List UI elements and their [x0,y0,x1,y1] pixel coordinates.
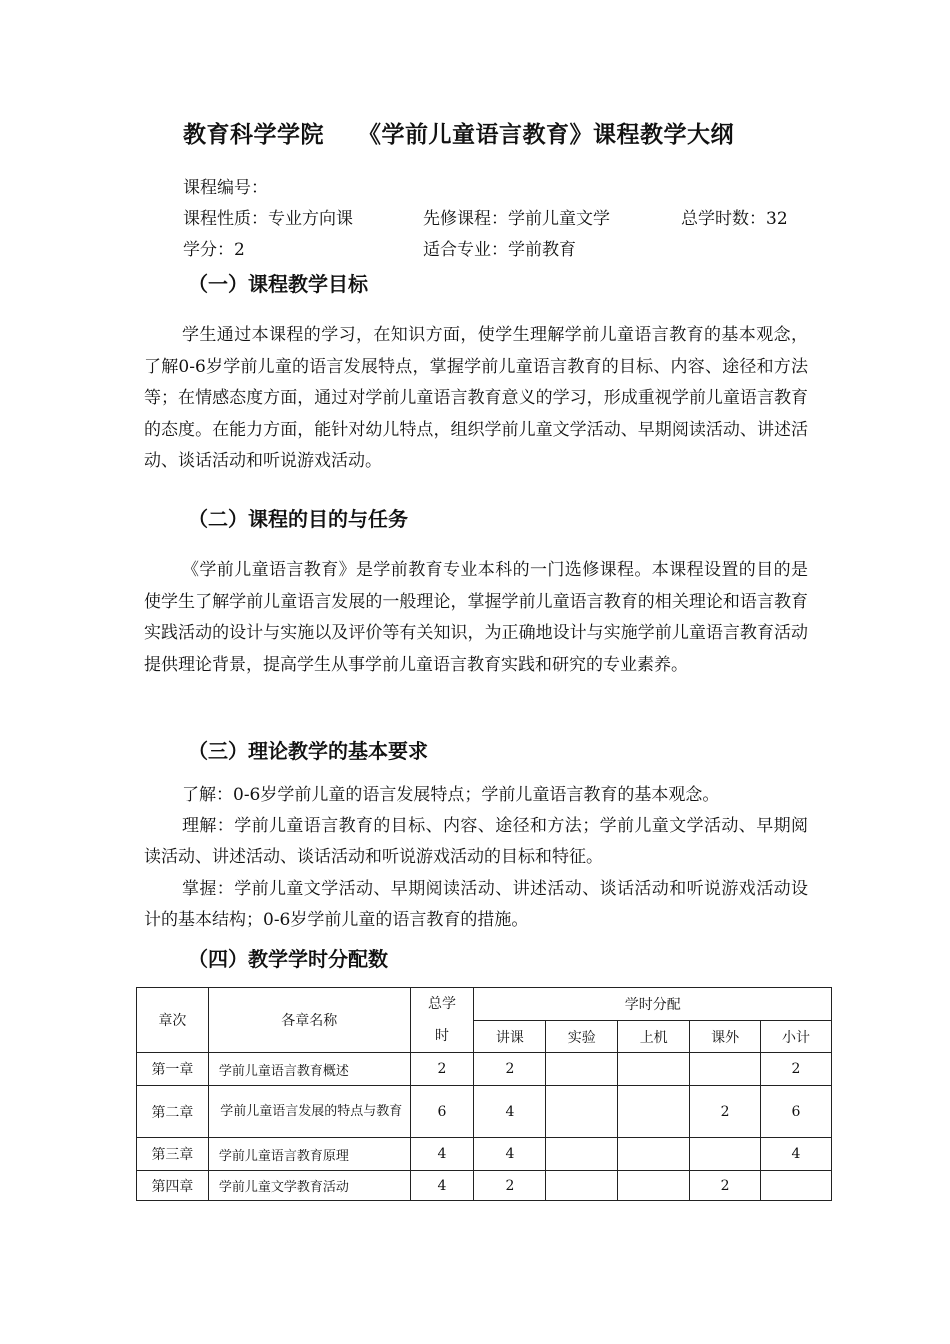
course-title: 《学前儿童语言教育》课程教学大纲 [358,122,734,148]
table-row [137,1086,832,1138]
row-experiment [546,1053,618,1086]
header-chapter-name: 各章名称 [208,988,410,1053]
row-name: 学前儿童语言发展的特点与教育 [208,1086,410,1138]
table-row [137,1053,832,1086]
row-lecture: 2 [474,1171,546,1201]
row-name: 学前儿童文学教育活动 [208,1171,410,1201]
row-total: 4 [410,1138,474,1171]
row-subtotal: 6 [761,1086,832,1138]
row-computer [618,1138,690,1171]
header-subtotal: 小计 [761,1021,832,1053]
row-subtotal: 4 [761,1138,832,1171]
row-total: 4 [410,1171,474,1201]
header-extracurricular: 课外 [690,1021,761,1053]
header-total-hours: 总学 时 [410,988,474,1053]
row-subtotal [761,1171,832,1201]
row-extra: 2 [690,1086,761,1138]
table-row [137,1171,832,1201]
requirement-master: 掌握：学前儿童文学活动、早期阅读活动、讲述活动、谈话活动和听说游戏活动设计的基本结构；0-6岁学前儿童的语言教育的措施。 [144,879,808,930]
row-name: 学前儿童语言教育原理 [208,1138,410,1171]
school-name: 教育科学学院 [183,122,324,148]
row-lecture: 4 [474,1086,546,1138]
row-computer [618,1171,690,1201]
row-experiment [546,1086,618,1138]
row-computer [618,1053,690,1086]
row-experiment [546,1171,618,1201]
row-chapter: 第三章 [137,1138,209,1171]
row-experiment [546,1138,618,1171]
requirement-understand: 了解：0-6岁学前儿童的语言发展特点；学前儿童语言教育的基本观念。 [182,785,720,805]
header-lecture: 讲课 [474,1021,546,1053]
hours-table [136,987,832,1201]
requirement-comprehend: 理解：学前儿童语言教育的目标、内容、途径和方法；学前儿童文学活动、早期阅读活动、讲述活动、谈话活动和听说游戏活动的目标和特征。 [144,816,808,867]
row-chapter: 第二章 [137,1086,209,1138]
row-chapter: 第四章 [137,1171,209,1201]
purpose-paragraph: 《学前儿童语言教育》是学前教育专业本科的一门选修课程。本课程设置的目的是使学生了解学前儿童语言发展的一般理论，掌握学前儿童语言教育的相关理论和语言教育实践活动的设计与实施以及评价等有关知识，为正确地设计与实施学前儿童语言教育活动提供理论背景，提高学生从事学前儿童语言教育实践和研究的专业素养。 [144,560,808,675]
row-total: 6 [410,1086,474,1138]
row-computer [618,1086,690,1138]
objectives-paragraph: 学生通过本课程的学习，在知识方面，使学生理解学前儿童语言教育的基本观念，了解0-6岁学前儿童的语言发展特点，掌握学前儿童语言教育的目标、内容、途径和方法等；在情感态度方面，通过对学前儿童语言教育意义的学习，形成重视学前儿童语言教育的态度。在能力方面，能针对幼儿特点，组织学前儿童文学活动、早期阅读活动、讲述活动、谈话活动和听说游戏活动。 [144,325,808,471]
row-extra: 2 [690,1171,761,1201]
course-nature: 课程性质：专业方向课 [183,209,353,229]
header-distribution: 学时分配 [474,988,832,1021]
row-extra [690,1053,761,1086]
applicable-major: 适合专业：学前教育 [423,240,576,260]
course-code: 课程编号： [183,178,268,198]
header-experiment: 实验 [546,1021,618,1053]
row-name: 学前儿童语言教育概述 [208,1053,410,1086]
row-extra [690,1138,761,1171]
section-heading-hours: （四）教学学时分配数 [188,947,388,971]
table-header-row [137,988,832,1021]
header-computer: 上机 [618,1021,690,1053]
row-lecture: 4 [474,1138,546,1171]
prerequisite-course: 先修课程：学前儿童文学 [423,209,610,229]
section-heading-objectives: （一）课程教学目标 [188,272,368,296]
row-lecture: 2 [474,1053,546,1086]
credits: 学分：2 [183,240,245,260]
total-hours: 总学时数：32 [681,209,788,229]
table-row [137,1138,832,1171]
row-chapter: 第一章 [137,1053,209,1086]
row-subtotal: 2 [761,1053,832,1086]
section-heading-requirements: （三）理论教学的基本要求 [188,739,428,763]
header-chapter: 章次 [137,988,209,1053]
section-heading-purpose: （二）课程的目的与任务 [188,507,408,531]
document-title [183,116,734,149]
row-total: 2 [410,1053,474,1086]
